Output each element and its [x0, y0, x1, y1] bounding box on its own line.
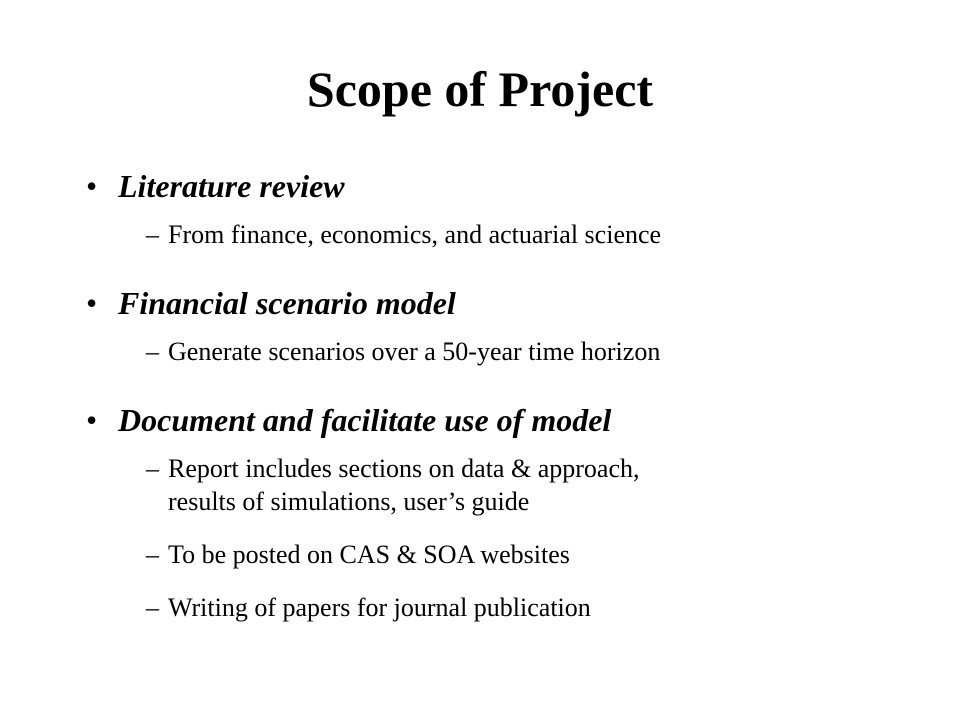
sub-bullet-item [146, 218, 906, 251]
sub-bullet-text: To be posted on CAS & SOA websites [168, 540, 570, 569]
bullet-icon: • [86, 402, 98, 438]
bullet-icon: • [86, 168, 98, 204]
bullet-heading: Financial scenario model [118, 285, 456, 321]
bullet-heading: Document and facilitate use of model [118, 402, 612, 438]
sub-bullet-text-line-1: Report includes sections on data & approach, [168, 454, 640, 483]
sub-bullet-item [146, 335, 906, 368]
bullet-heading: Literature review [118, 168, 345, 204]
slide-title: Scope of Project [306, 61, 654, 117]
sub-bullet-text: Writing of papers for journal publication [168, 593, 591, 622]
sub-bullet-text-line-2: results of simulations, user’s guide [168, 487, 530, 516]
sub-bullet-item [146, 452, 906, 518]
dash-icon: – [146, 220, 159, 249]
sub-bullet-item [146, 538, 906, 571]
bullet-item-literature-review [86, 160, 906, 212]
dash-icon: – [146, 540, 159, 569]
bullet-item-financial-scenario-model [86, 277, 906, 329]
dash-icon: – [146, 337, 159, 366]
sub-bullet-item [146, 591, 906, 624]
sub-bullet-text: From finance, economics, and actuarial science [168, 220, 662, 249]
dash-icon: – [146, 593, 159, 622]
bullet-icon: • [86, 285, 98, 321]
bullet-item-document-model [86, 394, 906, 446]
sub-bullet-text: Generate scenarios over a 50-year time horizon [168, 337, 661, 366]
bullet-list [86, 160, 906, 624]
dash-icon: – [146, 454, 159, 483]
